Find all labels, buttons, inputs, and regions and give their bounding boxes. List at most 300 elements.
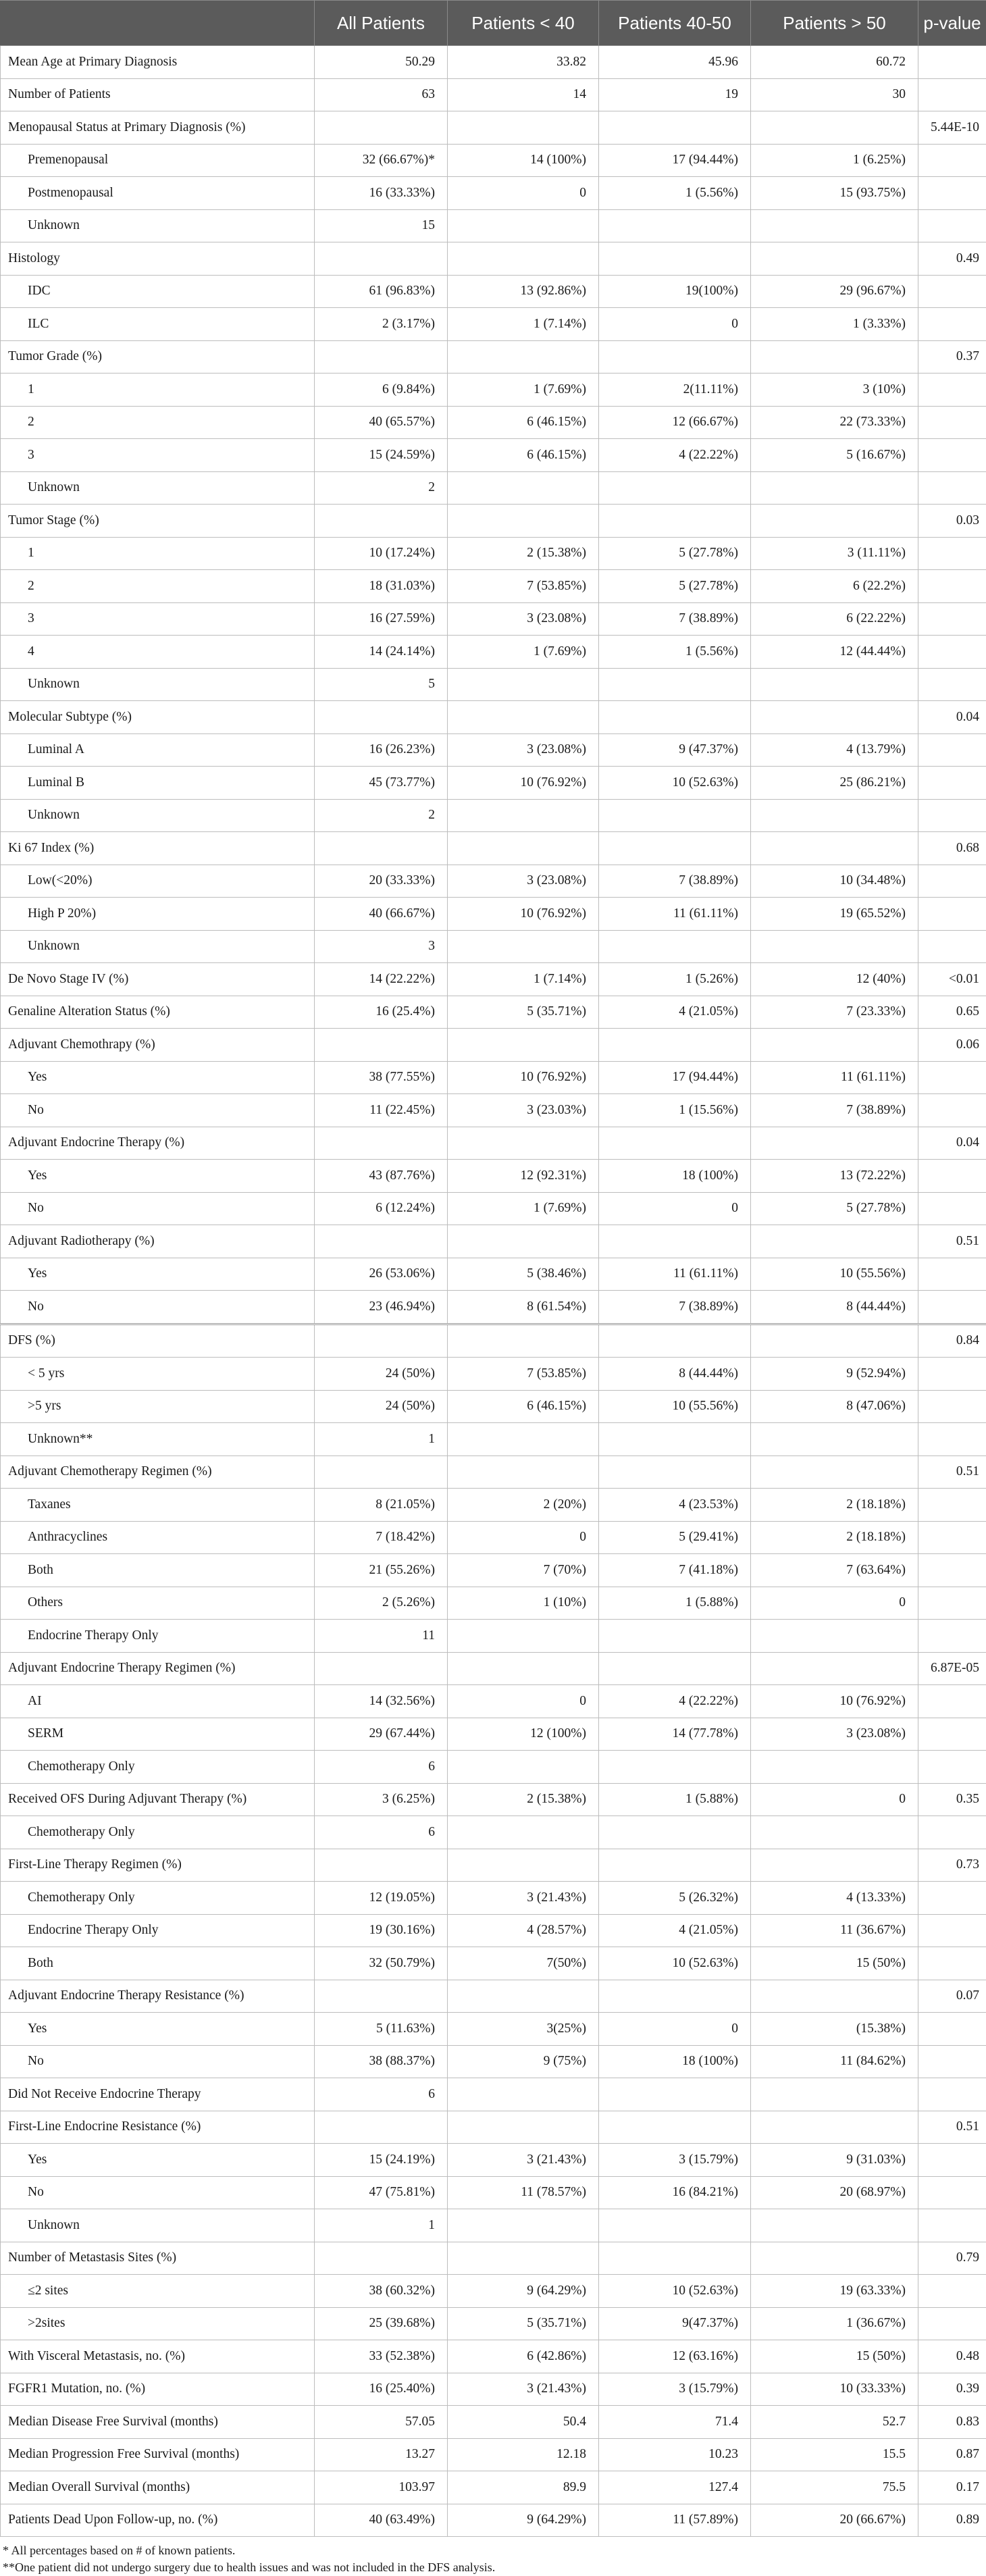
patients-under-40-cell: 3 (23.08%) — [448, 602, 599, 636]
row-label-cell: Median Overall Survival (months) — [1, 2471, 315, 2504]
row-label-cell: Adjuvant Chemotherapy Regimen (%) — [1, 1456, 315, 1489]
patients-40-50-cell: 4 (23.53%) — [599, 1489, 751, 1522]
patients-under-40-cell — [448, 1127, 599, 1160]
all-patients-cell: 15 (24.19%) — [315, 2144, 448, 2177]
row-label-cell: Yes — [1, 1160, 315, 1193]
table-row — [1, 2013, 986, 2046]
p-value-cell: 0.51 — [918, 1225, 986, 1258]
patients-40-50-cell: 1 (5.26%) — [599, 963, 751, 996]
all-patients-cell: 45 (73.77%) — [315, 767, 448, 800]
p-value-cell — [918, 767, 986, 800]
row-label-cell: No — [1, 1094, 315, 1127]
all-patients-cell: 26 (53.06%) — [315, 1258, 448, 1291]
patients-40-50-cell: 1 (5.56%) — [599, 177, 751, 210]
row-label-cell: 3 — [1, 439, 315, 472]
p-value-cell: 0.87 — [918, 2438, 986, 2471]
p-value-cell — [918, 602, 986, 636]
header-cell-patients-over-50: Patients > 50 — [751, 1, 918, 46]
table-row — [1, 46, 986, 79]
patients-under-40-cell — [448, 505, 599, 538]
table-row — [1, 898, 986, 931]
patients-under-40-cell: 5 (35.71%) — [448, 996, 599, 1029]
table-row — [1, 144, 986, 177]
patients-under-40-cell: 12 (92.31%) — [448, 1160, 599, 1193]
table-row — [1, 471, 986, 505]
patients-40-50-cell — [599, 668, 751, 701]
patients-over-50-cell: 75.5 — [751, 2471, 918, 2504]
patients-under-40-cell: 2 (15.38%) — [448, 537, 599, 570]
p-value-cell — [918, 1390, 986, 1423]
table-row — [1, 2504, 986, 2537]
all-patients-cell — [315, 242, 448, 276]
patients-over-50-cell: 7 (63.64%) — [751, 1554, 918, 1587]
all-patients-cell: 103.97 — [315, 2471, 448, 2504]
p-value-cell: 0.89 — [918, 2504, 986, 2537]
p-value-cell: 0.35 — [918, 1783, 986, 1816]
patients-40-50-cell — [599, 1127, 751, 1160]
all-patients-cell: 23 (46.94%) — [315, 1291, 448, 1324]
row-label-cell: No — [1, 1291, 315, 1324]
table-row — [1, 2176, 986, 2209]
patients-under-40-cell — [448, 1652, 599, 1685]
table-row — [1, 1324, 986, 1358]
p-value-cell — [918, 2209, 986, 2242]
patients-under-40-cell — [448, 1751, 599, 1784]
all-patients-cell — [315, 701, 448, 734]
row-label-cell: Tumor Grade (%) — [1, 340, 315, 373]
patients-under-40-cell: 10 (76.92%) — [448, 767, 599, 800]
p-value-cell — [918, 1291, 986, 1324]
all-patients-cell: 19 (30.16%) — [315, 1914, 448, 1947]
patients-40-50-cell — [599, 1980, 751, 2013]
row-label-cell: Median Progression Free Survival (months) — [1, 2438, 315, 2471]
patients-over-50-cell: 6 (22.2%) — [751, 570, 918, 603]
row-label-cell: Median Disease Free Survival (months) — [1, 2406, 315, 2439]
patients-40-50-cell: 7 (38.89%) — [599, 602, 751, 636]
patients-over-50-cell: 1 (6.25%) — [751, 144, 918, 177]
p-value-cell — [918, 2045, 986, 2078]
patients-under-40-cell — [448, 1029, 599, 1062]
p-value-cell — [918, 2013, 986, 2046]
p-value-cell — [918, 1620, 986, 1653]
patients-under-40-cell — [448, 668, 599, 701]
patients-under-40-cell: 12.18 — [448, 2438, 599, 2471]
patients-over-50-cell: 3 (10%) — [751, 373, 918, 407]
patients-over-50-cell — [751, 1029, 918, 1062]
row-label-cell: IDC — [1, 275, 315, 308]
all-patients-cell — [315, 1652, 448, 1685]
all-patients-cell: 24 (50%) — [315, 1358, 448, 1391]
table-row — [1, 2209, 986, 2242]
row-label-cell: Unknown** — [1, 1423, 315, 1456]
patients-over-50-cell — [751, 799, 918, 832]
all-patients-cell — [315, 505, 448, 538]
patients-under-40-cell: 6 (46.15%) — [448, 1390, 599, 1423]
patients-over-50-cell: 8 (47.06%) — [751, 1390, 918, 1423]
row-label-cell: Taxanes — [1, 1489, 315, 1522]
table-row — [1, 1127, 986, 1160]
p-value-cell: 0.39 — [918, 2373, 986, 2406]
table-row — [1, 242, 986, 276]
patients-over-50-cell: 0 — [751, 1587, 918, 1620]
row-label-cell: No — [1, 1192, 315, 1225]
patients-40-50-cell — [599, 209, 751, 242]
table-row — [1, 340, 986, 373]
patients-under-40-cell: 50.4 — [448, 2406, 599, 2439]
p-value-cell — [918, 537, 986, 570]
patients-over-50-cell: 12 (40%) — [751, 963, 918, 996]
all-patients-cell: 38 (88.37%) — [315, 2045, 448, 2078]
row-label-cell: Unknown — [1, 668, 315, 701]
patients-under-40-cell: 14 — [448, 78, 599, 111]
p-value-cell — [918, 1914, 986, 1947]
patients-over-50-cell — [751, 2209, 918, 2242]
table-row — [1, 832, 986, 865]
table-row — [1, 963, 986, 996]
table-row — [1, 1423, 986, 1456]
p-value-cell — [918, 1751, 986, 1784]
all-patients-cell — [315, 1225, 448, 1258]
table-row — [1, 1390, 986, 1423]
table-row — [1, 996, 986, 1029]
table-row — [1, 537, 986, 570]
patients-under-40-cell: 13 (92.86%) — [448, 275, 599, 308]
all-patients-cell: 40 (66.67%) — [315, 898, 448, 931]
patients-under-40-cell: 3 (23.03%) — [448, 1094, 599, 1127]
patients-over-50-cell: 3 (11.11%) — [751, 537, 918, 570]
patients-under-40-cell: 2 (20%) — [448, 1489, 599, 1522]
all-patients-cell: 11 (22.45%) — [315, 1094, 448, 1127]
patients-under-40-cell — [448, 1620, 599, 1653]
patients-under-40-cell — [448, 1225, 599, 1258]
patients-40-50-cell: 1 (5.88%) — [599, 1783, 751, 1816]
patients-over-50-cell — [751, 2111, 918, 2144]
p-value-cell — [918, 209, 986, 242]
patients-over-50-cell — [751, 111, 918, 145]
table-row — [1, 2438, 986, 2471]
row-label-cell: Unknown — [1, 209, 315, 242]
patients-40-50-cell: 71.4 — [599, 2406, 751, 2439]
row-label-cell: High P 20%) — [1, 898, 315, 931]
patients-40-50-cell: 12 (66.67%) — [599, 406, 751, 439]
patients-under-40-cell — [448, 2078, 599, 2111]
patients-over-50-cell: 15 (93.75%) — [751, 177, 918, 210]
all-patients-cell: 57.05 — [315, 2406, 448, 2439]
table-row — [1, 2111, 986, 2144]
patients-40-50-cell: 17 (94.44%) — [599, 1061, 751, 1094]
row-label-cell: AI — [1, 1685, 315, 1718]
footnotes — [0, 2537, 986, 2576]
p-value-cell — [918, 865, 986, 898]
all-patients-cell: 16 (27.59%) — [315, 602, 448, 636]
patients-over-50-cell: 7 (38.89%) — [751, 1094, 918, 1127]
patients-under-40-cell: 9 (75%) — [448, 2045, 599, 2078]
patients-over-50-cell: 4 (13.33%) — [751, 1882, 918, 1915]
table-row — [1, 636, 986, 669]
patients-over-50-cell: 1 (36.67%) — [751, 2307, 918, 2340]
all-patients-cell: 40 (65.57%) — [315, 406, 448, 439]
patients-under-40-cell: 3 (21.43%) — [448, 1882, 599, 1915]
all-patients-cell: 33 (52.38%) — [315, 2340, 448, 2373]
table-row — [1, 1358, 986, 1391]
row-label-cell: Received OFS During Adjuvant Therapy (%) — [1, 1783, 315, 1816]
patients-40-50-cell — [599, 1225, 751, 1258]
table-row — [1, 1849, 986, 1882]
table-row — [1, 1489, 986, 1522]
row-label-cell: Endocrine Therapy Only — [1, 1620, 315, 1653]
patients-over-50-cell: 10 (33.33%) — [751, 2373, 918, 2406]
row-label-cell: Ki 67 Index (%) — [1, 832, 315, 865]
all-patients-cell: 16 (25.4%) — [315, 996, 448, 1029]
patients-under-40-cell: 7 (53.85%) — [448, 570, 599, 603]
patients-under-40-cell: 89.9 — [448, 2471, 599, 2504]
row-label-cell: 1 — [1, 537, 315, 570]
p-value-cell — [918, 439, 986, 472]
all-patients-cell: 14 (24.14%) — [315, 636, 448, 669]
row-label-cell: FGFR1 Mutation, no. (%) — [1, 2373, 315, 2406]
patients-over-50-cell — [751, 1127, 918, 1160]
patients-under-40-cell: 1 (7.69%) — [448, 636, 599, 669]
patients-40-50-cell — [599, 2209, 751, 2242]
patients-40-50-cell: 14 (77.78%) — [599, 1718, 751, 1751]
all-patients-cell: 1 — [315, 1423, 448, 1456]
patients-40-50-cell: 4 (21.05%) — [599, 996, 751, 1029]
table-row — [1, 1061, 986, 1094]
row-label-cell: 1 — [1, 373, 315, 407]
table-row — [1, 406, 986, 439]
all-patients-cell: 2 (3.17%) — [315, 308, 448, 341]
row-label-cell: Adjuvant Endocrine Therapy (%) — [1, 1127, 315, 1160]
p-value-cell — [918, 78, 986, 111]
patients-under-40-cell: 1 (10%) — [448, 1587, 599, 1620]
all-patients-cell: 16 (26.23%) — [315, 733, 448, 767]
patients-over-50-cell — [751, 340, 918, 373]
patients-over-50-cell: 60.72 — [751, 46, 918, 79]
patients-under-40-cell — [448, 111, 599, 145]
p-value-cell — [918, 1160, 986, 1193]
patients-40-50-cell — [599, 1620, 751, 1653]
patients-over-50-cell: 15.5 — [751, 2438, 918, 2471]
row-label-cell: Adjuvant Endocrine Therapy Regimen (%) — [1, 1652, 315, 1685]
all-patients-cell: 7 (18.42%) — [315, 1521, 448, 1554]
table-row — [1, 1160, 986, 1193]
patients-over-50-cell: 11 (36.67%) — [751, 1914, 918, 1947]
patients-40-50-cell: 1 (15.56%) — [599, 1094, 751, 1127]
p-value-cell — [918, 2078, 986, 2111]
table-row — [1, 209, 986, 242]
all-patients-cell: 15 (24.59%) — [315, 439, 448, 472]
p-value-cell — [918, 1882, 986, 1915]
patients-40-50-cell — [599, 505, 751, 538]
row-label-cell: Number of Metastasis Sites (%) — [1, 2242, 315, 2275]
patients-40-50-cell: 1 (5.88%) — [599, 1587, 751, 1620]
patients-under-40-cell: 10 (76.92%) — [448, 898, 599, 931]
p-value-cell: 0.06 — [918, 1029, 986, 1062]
table-row — [1, 2045, 986, 2078]
p-value-cell — [918, 2176, 986, 2209]
table-row — [1, 1554, 986, 1587]
patients-over-50-cell: 2 (18.18%) — [751, 1489, 918, 1522]
patients-under-40-cell: 5 (35.71%) — [448, 2307, 599, 2340]
row-label-cell: 2 — [1, 406, 315, 439]
patients-over-50-cell: 20 (68.97%) — [751, 2176, 918, 2209]
patients-over-50-cell — [751, 1225, 918, 1258]
table-row — [1, 2307, 986, 2340]
table-row — [1, 1914, 986, 1947]
patients-40-50-cell: 0 — [599, 1192, 751, 1225]
table-row — [1, 177, 986, 210]
p-value-cell: 0.04 — [918, 701, 986, 734]
patients-over-50-cell — [751, 2078, 918, 2111]
patients-40-50-cell — [599, 340, 751, 373]
table-row — [1, 1225, 986, 1258]
p-value-cell: 0.68 — [918, 832, 986, 865]
all-patients-cell: 18 (31.03%) — [315, 570, 448, 603]
p-value-cell — [918, 1521, 986, 1554]
row-label-cell: Molecular Subtype (%) — [1, 701, 315, 734]
row-label-cell: First-Line Therapy Regimen (%) — [1, 1849, 315, 1882]
patients-40-50-cell — [599, 701, 751, 734]
patients-under-40-cell: 8 (61.54%) — [448, 1291, 599, 1324]
patients-over-50-cell — [751, 1620, 918, 1653]
p-value-cell — [918, 144, 986, 177]
table-row — [1, 1029, 986, 1062]
patients-40-50-cell — [599, 2111, 751, 2144]
patients-40-50-cell — [599, 1751, 751, 1784]
p-value-cell: 0.49 — [918, 242, 986, 276]
patients-40-50-cell: 10 (52.63%) — [599, 767, 751, 800]
patients-40-50-cell: 11 (61.11%) — [599, 1258, 751, 1291]
patients-over-50-cell — [751, 505, 918, 538]
patients-over-50-cell: 15 (50%) — [751, 2340, 918, 2373]
row-label-cell: With Visceral Metastasis, no. (%) — [1, 2340, 315, 2373]
p-value-cell — [918, 898, 986, 931]
all-patients-cell: 6 — [315, 2078, 448, 2111]
patients-under-40-cell — [448, 242, 599, 276]
row-label-cell: Unknown — [1, 2209, 315, 2242]
all-patients-cell: 6 — [315, 1816, 448, 1849]
patients-40-50-cell: 9(47.37%) — [599, 2307, 751, 2340]
patients-under-40-cell: 3 (23.08%) — [448, 865, 599, 898]
patients-40-50-cell: 45.96 — [599, 46, 751, 79]
p-value-cell — [918, 1192, 986, 1225]
all-patients-cell: 11 — [315, 1620, 448, 1653]
row-label-cell: >2sites — [1, 2307, 315, 2340]
table-row — [1, 505, 986, 538]
patients-under-40-cell: 1 (7.14%) — [448, 308, 599, 341]
header-row — [1, 1, 986, 46]
patients-over-50-cell: 10 (76.92%) — [751, 1685, 918, 1718]
patients-40-50-cell: 3 (15.79%) — [599, 2144, 751, 2177]
patients-over-50-cell: 30 — [751, 78, 918, 111]
row-label-cell: Genaline Alteration Status (%) — [1, 996, 315, 1029]
row-label-cell: Postmenopausal — [1, 177, 315, 210]
patients-under-40-cell — [448, 340, 599, 373]
p-value-cell: 0.73 — [918, 1849, 986, 1882]
row-label-cell: Chemotherapy Only — [1, 1882, 315, 1915]
table-row — [1, 1094, 986, 1127]
p-value-cell: 0.03 — [918, 505, 986, 538]
row-label-cell: >5 yrs — [1, 1390, 315, 1423]
patients-40-50-cell: 4 (22.22%) — [599, 1685, 751, 1718]
row-label-cell: 4 — [1, 636, 315, 669]
patients-under-40-cell — [448, 1816, 599, 1849]
p-value-cell: 5.44E-10 — [918, 111, 986, 145]
table-row — [1, 2471, 986, 2504]
patients-under-40-cell — [448, 2209, 599, 2242]
patients-under-40-cell — [448, 2242, 599, 2275]
all-patients-cell: 6 (9.84%) — [315, 373, 448, 407]
patients-over-50-cell — [751, 1423, 918, 1456]
patients-40-50-cell: 5 (27.78%) — [599, 570, 751, 603]
patients-under-40-cell — [448, 930, 599, 963]
all-patients-cell: 61 (96.83%) — [315, 275, 448, 308]
p-value-cell — [918, 1685, 986, 1718]
patients-over-50-cell: (15.38%) — [751, 2013, 918, 2046]
row-label-cell: Yes — [1, 2013, 315, 2046]
patients-under-40-cell: 0 — [448, 177, 599, 210]
p-value-cell — [918, 733, 986, 767]
all-patients-cell: 40 (63.49%) — [315, 2504, 448, 2537]
p-value-cell: 0.51 — [918, 2111, 986, 2144]
patients-over-50-cell: 12 (44.44%) — [751, 636, 918, 669]
all-patients-cell: 12 (19.05%) — [315, 1882, 448, 1915]
row-label-cell: Both — [1, 1554, 315, 1587]
patients-40-50-cell: 2(11.11%) — [599, 373, 751, 407]
patients-over-50-cell: 25 (86.21%) — [751, 767, 918, 800]
patients-40-50-cell — [599, 1816, 751, 1849]
row-label-cell: Unknown — [1, 471, 315, 505]
patients-40-50-cell — [599, 1423, 751, 1456]
patients-40-50-cell: 11 (61.11%) — [599, 898, 751, 931]
table-row — [1, 2373, 986, 2406]
patients-over-50-cell — [751, 668, 918, 701]
all-patients-cell: 10 (17.24%) — [315, 537, 448, 570]
table-row — [1, 1521, 986, 1554]
row-label-cell: Luminal B — [1, 767, 315, 800]
patients-over-50-cell: 1 (3.33%) — [751, 308, 918, 341]
row-label-cell: Adjuvant Endocrine Therapy Resistance (%) — [1, 1980, 315, 2013]
patients-over-50-cell: 11 (84.62%) — [751, 2045, 918, 2078]
table-row — [1, 2340, 986, 2373]
patients-40-50-cell: 5 (29.41%) — [599, 1521, 751, 1554]
row-label-cell: Number of Patients — [1, 78, 315, 111]
row-label-cell: Anthracyclines — [1, 1521, 315, 1554]
p-value-cell: 0.37 — [918, 340, 986, 373]
p-value-cell — [918, 1489, 986, 1522]
patients-40-50-cell — [599, 2078, 751, 2111]
patients-40-50-cell — [599, 1652, 751, 1685]
row-label-cell: < 5 yrs — [1, 1358, 315, 1391]
patients-40-50-cell: 5 (27.78%) — [599, 537, 751, 570]
patients-under-40-cell — [448, 799, 599, 832]
patients-over-50-cell — [751, 2242, 918, 2275]
table-row — [1, 1816, 986, 1849]
patients-40-50-cell: 10.23 — [599, 2438, 751, 2471]
row-label-cell: Patients Dead Upon Follow-up, no. (%) — [1, 2504, 315, 2537]
row-label-cell: No — [1, 2045, 315, 2078]
p-value-cell — [918, 1554, 986, 1587]
table-row — [1, 1620, 986, 1653]
row-label-cell: Histology — [1, 242, 315, 276]
p-value-cell — [918, 1947, 986, 1980]
patients-under-40-cell — [448, 1456, 599, 1489]
patients-over-50-cell: 22 (73.33%) — [751, 406, 918, 439]
row-label-cell: ILC — [1, 308, 315, 341]
patients-40-50-cell: 18 (100%) — [599, 2045, 751, 2078]
p-value-cell — [918, 275, 986, 308]
patients-over-50-cell — [751, 701, 918, 734]
